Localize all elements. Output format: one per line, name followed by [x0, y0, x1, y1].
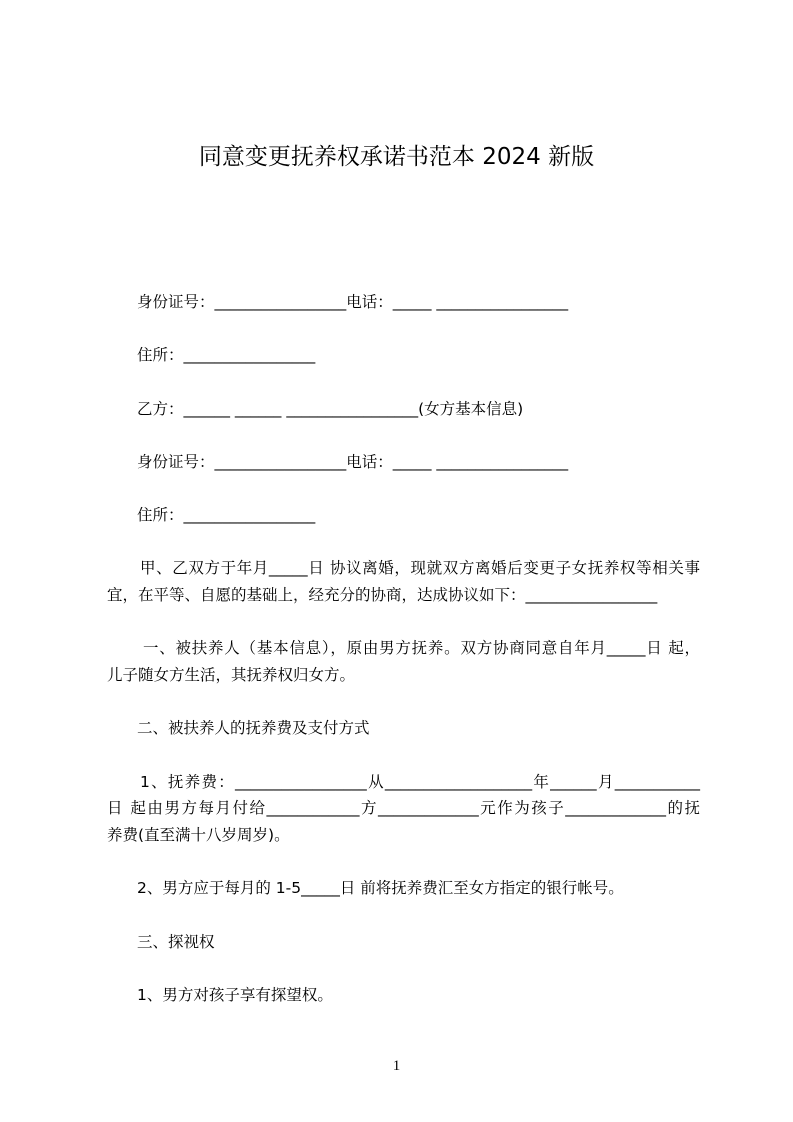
party-b-id-phone-text: 身份证号：_________________电话：_____ _________________: [137, 452, 569, 471]
section-2-heading-text: 二、被扶养人的抚养费及支付方式: [137, 719, 370, 738]
intro-paragraph: [107, 555, 700, 609]
section-2-clause-1-line: 养费(直至满十八岁周岁)。: [107, 826, 290, 844]
section-1-paragraph: [107, 635, 700, 689]
section-3-heading-text: 三、探视权: [137, 932, 215, 951]
party-a-address-line: [107, 342, 700, 369]
party-a-address-text: 住所：_________________: [137, 346, 316, 365]
section-3-heading: [107, 929, 700, 956]
page-number: 1: [392, 1058, 401, 1074]
section-2-clause-1-line: 日 起由男方每月付给____________方_____________元作为孩子_____________的抚: [107, 799, 700, 818]
party-a-id-phone-text: 身份证号：_________________电话：_____ _________________: [137, 293, 569, 311]
section-2-clause-1: [107, 769, 700, 849]
section-1-line: 儿子随女方生活，其抚养权归女方。: [107, 666, 356, 684]
section-3-clause-1-text: 1、男方对孩子享有探望权。: [137, 985, 333, 1004]
section-3-clause-1: [107, 982, 700, 1009]
party-b-name-text: 乙方：______ ______ _________________(女方基本信息): [137, 399, 524, 418]
party-b-address-line: [107, 502, 700, 529]
document-body: [107, 289, 700, 1035]
section-2-heading: [107, 715, 700, 742]
party-b-name-line: [107, 396, 700, 423]
document-title: 同意变更抚养权承诺书范本 2024 新版: [198, 144, 595, 170]
party-b-id-phone-line: [107, 449, 700, 476]
intro-line: 甲、乙双方于年月_____日 协议离婚，现就双方离婚后变更子女抚养权等相关事: [140, 559, 700, 578]
party-a-id-phone-line: [107, 289, 700, 316]
party-b-address-text: 住所：_________________: [137, 506, 316, 524]
section-2-clause-2-text: 2、男方应于每月的 1-5_____日 前将抚养费汇至女方指定的银行帐号。: [137, 879, 624, 898]
intro-line: 宜，在平等、自愿的基础上，经充分的协商，达成协议如下：_________________: [107, 586, 658, 604]
section-1-line: 一、被扶养人（基本信息），原由男方抚养。双方协商同意自年月_____日 起，: [143, 639, 700, 658]
section-2-clause-2: [107, 875, 700, 902]
section-2-clause-1-line: 1、抚养费：_________________从___________________年______月___________: [140, 772, 700, 791]
